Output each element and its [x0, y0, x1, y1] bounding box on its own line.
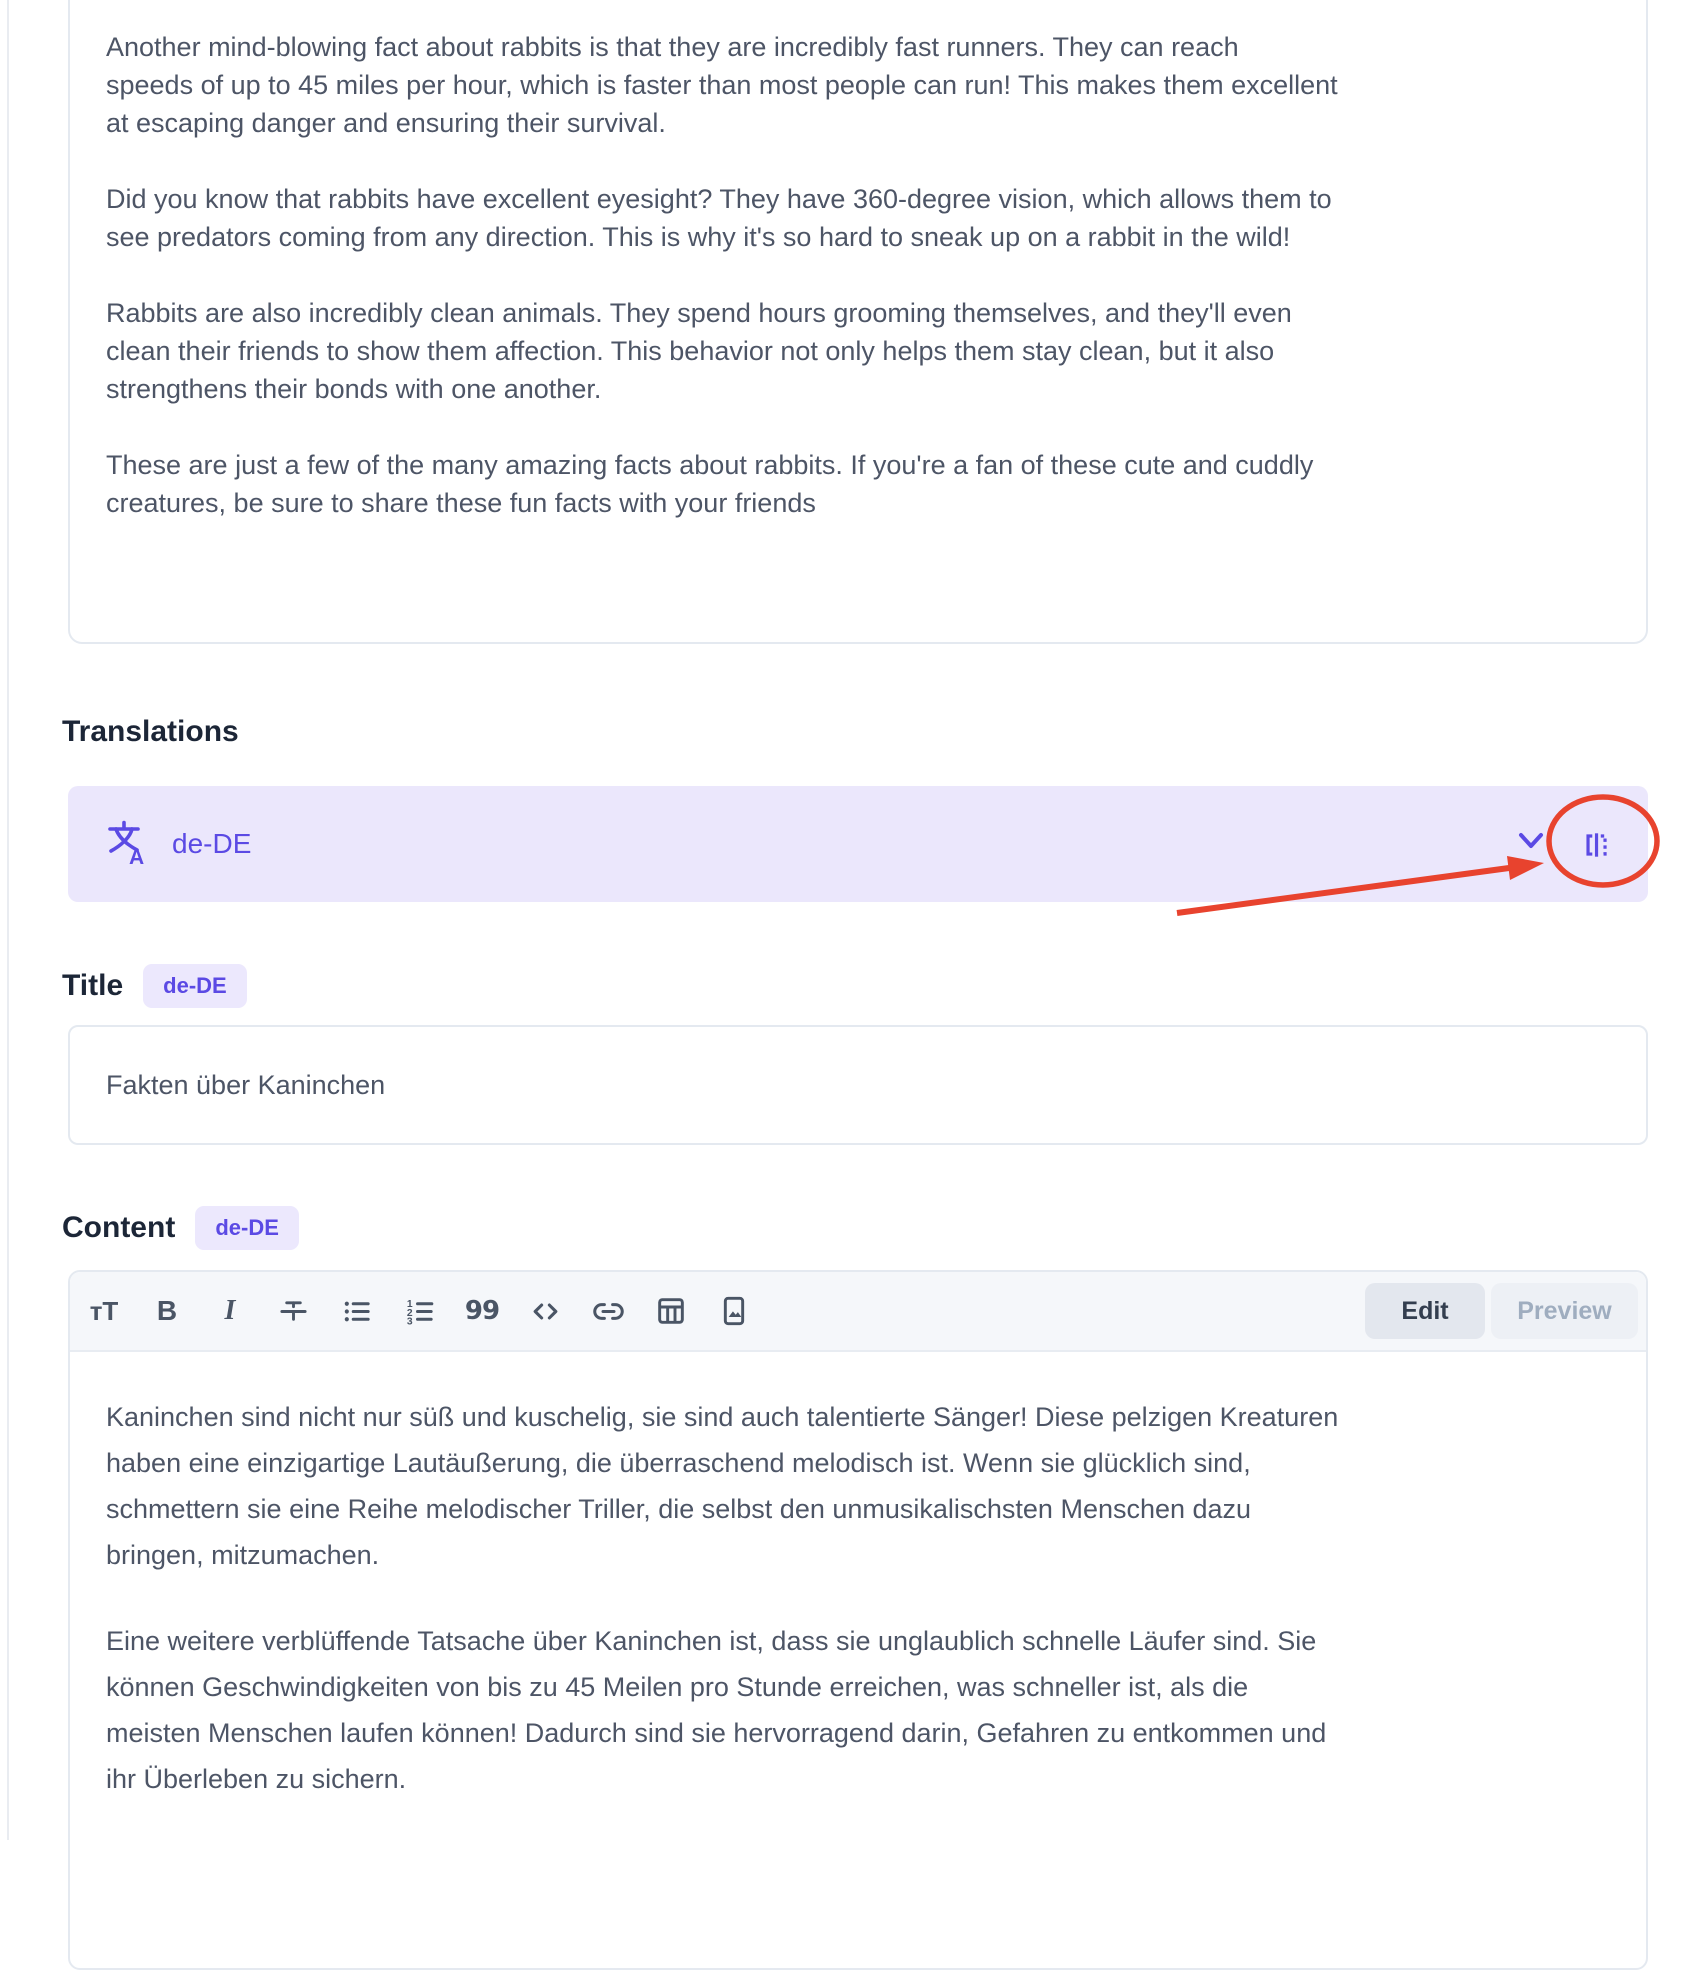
content-label: Content	[62, 1211, 176, 1244]
edit-button[interactable]: Edit	[1365, 1283, 1485, 1339]
editor-toolbar	[70, 1272, 1646, 1352]
svg-text:1: 1	[406, 1298, 413, 1310]
source-content-textarea[interactable]	[68, 0, 1648, 644]
text-size-icon: ᴛT	[89, 1295, 119, 1326]
paragraph	[106, 28, 1606, 142]
text-line: Another mind-blowing fact about rabbits is that they are incredibly fast runners. They can reach	[106, 32, 1239, 62]
language-label: de-DE	[172, 828, 252, 859]
toolbar-image-button[interactable]	[712, 1283, 756, 1339]
text-line: meisten Menschen laufen können! Dadurch sind sie hervorragend darin, Gefahren zu entkommen und	[106, 1718, 1327, 1748]
paragraph	[106, 180, 1606, 256]
title-field-row	[62, 964, 247, 1008]
richtext-editor	[68, 1270, 1648, 1970]
toolbar-code-button[interactable]	[523, 1283, 567, 1339]
toolbar-italic-button[interactable]	[208, 1283, 252, 1339]
bold-icon: B	[156, 1295, 178, 1326]
split-view-icon	[1579, 850, 1613, 865]
table-icon	[655, 1295, 687, 1327]
content-field-row	[62, 1206, 299, 1250]
italic-icon: I	[224, 1295, 236, 1326]
toolbar-ordered-list-button[interactable]	[397, 1283, 441, 1339]
text-line: at escaping danger and ensuring their survival.	[106, 108, 666, 138]
content-locale-badge: de-DE	[195, 1206, 299, 1250]
toolbar-bullet-list-button[interactable]	[334, 1283, 378, 1339]
side-by-side-toggle-button[interactable]	[1579, 828, 1613, 862]
svg-text:2: 2	[406, 1307, 413, 1319]
paragraph	[106, 1394, 1606, 1578]
left-panel-divider	[7, 0, 9, 1840]
toolbar-strikethrough-button[interactable]	[271, 1283, 315, 1339]
text-line: Rabbits are also incredibly clean animals. They spend hours grooming themselves, and they'll even	[106, 298, 1292, 328]
text-line: ihr Überleben zu sichern.	[106, 1764, 407, 1794]
text-line: speeds of up to 45 miles per hour, which is faster than most people can run! This makes them excellent	[106, 70, 1338, 100]
language-accordion[interactable]	[68, 786, 1648, 902]
ordered-list-icon	[404, 1296, 435, 1327]
paragraph	[106, 446, 1606, 522]
toolbar-table-button[interactable]	[649, 1283, 693, 1339]
toolbar-text-size-button[interactable]	[82, 1283, 126, 1339]
image-icon	[718, 1295, 750, 1327]
chevron-down-icon[interactable]	[1516, 829, 1546, 853]
bullet-list-icon	[341, 1296, 372, 1327]
text-line: Eine weitere verblüffende Tatsache über Kaninchen ist, dass sie unglaublich schnelle Läufer sind. Sie	[106, 1626, 1317, 1656]
text-line: Kaninchen sind nicht nur süß und kuschelig, sie sind auch talentierte Sänger! Diese pelzigen Kreaturen	[106, 1402, 1339, 1432]
translate-icon	[104, 818, 152, 871]
toolbar-bold-button[interactable]	[145, 1283, 189, 1339]
svg-text:3: 3	[406, 1316, 413, 1327]
text-line: clean their friends to show them affection. This behavior not only helps them stay clean, but it also	[106, 336, 1275, 366]
text-line: Did you know that rabbits have excellent eyesight? They have 360-degree vision, which allows them to	[106, 184, 1332, 214]
title-locale-badge: de-DE	[143, 964, 247, 1008]
title-input[interactable]	[68, 1025, 1648, 1145]
text-line: strengthens their bonds with one another.	[106, 374, 602, 404]
text-line: bringen, mitzumachen.	[106, 1540, 380, 1570]
code-icon	[529, 1296, 562, 1327]
link-icon	[592, 1295, 625, 1328]
text-line: see predators coming from any direction. This is why it's so hard to sneak up on a rabbit in the wild!	[106, 222, 1291, 252]
text-line: schmettern sie eine Reihe melodischer Triller, die selbst den unmusikalischsten Menschen dazu	[106, 1494, 1252, 1524]
text-line: können Geschwindigkeiten von bis zu 45 Meilen pro Stunde erreichen, was schneller ist, als die	[106, 1672, 1249, 1702]
editor-content[interactable]	[70, 1352, 1646, 1802]
preview-button[interactable]: Preview	[1491, 1283, 1638, 1339]
paragraph	[106, 1618, 1606, 1802]
text-line: haben eine einzigartige Lautäußerung, die überraschend melodisch ist. Wenn sie glücklich sind,	[106, 1448, 1251, 1478]
strikethrough-icon	[278, 1296, 309, 1327]
paragraph	[106, 294, 1606, 408]
translations-heading: Translations	[62, 715, 239, 748]
toolbar-link-button[interactable]	[586, 1283, 630, 1339]
text-line: creatures, be sure to share these fun facts with your friends	[106, 488, 816, 518]
toolbar-blockquote-button[interactable]	[460, 1283, 504, 1339]
title-label: Title	[62, 969, 124, 1002]
svg-text:A: A	[129, 845, 145, 866]
blockquote-icon: 99	[464, 1296, 500, 1326]
text-line: These are just a few of the many amazing facts about rabbits. If you're a fan of these cute and cuddly	[106, 450, 1314, 480]
